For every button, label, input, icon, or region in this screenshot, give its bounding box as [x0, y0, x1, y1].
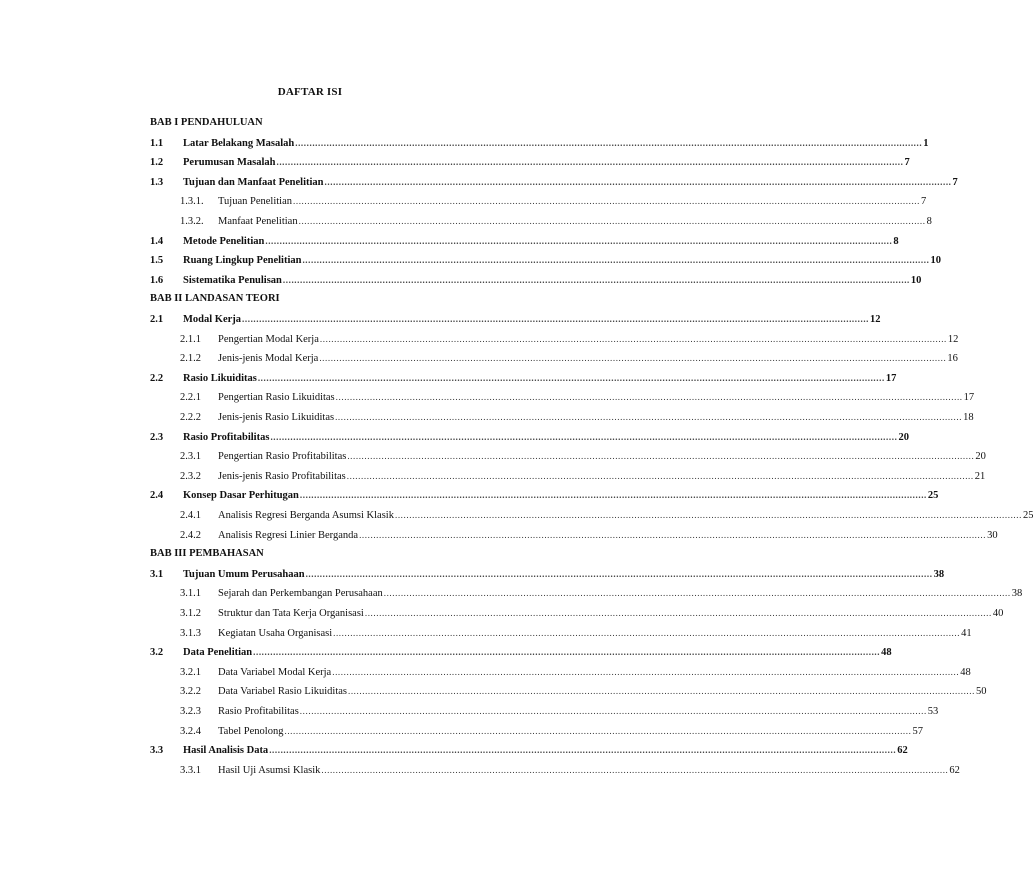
toc-entry-page: 62	[949, 764, 960, 776]
toc-chapter-heading	[150, 547, 568, 561]
toc-entry	[180, 508, 1033, 522]
toc-entry	[150, 312, 881, 326]
toc-entry	[180, 390, 975, 404]
toc-entry-number: 2.2.2	[180, 412, 201, 423]
dot-leader: ............................................................................................................................................................................................................................	[253, 647, 881, 658]
toc-entry-number: 2.1.2	[180, 353, 201, 365]
toc-entry-label: Ruang Lingkup Penelitian	[183, 255, 302, 267]
toc-entry-page: 18	[963, 412, 974, 423]
dot-leader: ............................................................................................................................................................................................................................	[269, 745, 897, 756]
toc-entry	[150, 136, 929, 150]
toc-chapter-heading	[150, 292, 568, 306]
toc-entry-number: 3.3.1	[180, 764, 201, 776]
toc-entry-page: 17	[885, 372, 897, 384]
toc-entry-number: 1.4	[150, 235, 164, 247]
toc-entry-page: 12	[947, 333, 959, 345]
toc-entry	[180, 410, 974, 424]
toc-chapter-label: BAB I PENDAHULUAN	[150, 117, 263, 128]
toc-entry-page: 50	[975, 686, 987, 698]
toc-entry-label: Struktur dan Tata Kerja Organisasi	[218, 608, 364, 619]
toc-entry-label: Jenis-jenis Rasio Profitabilitas	[218, 470, 346, 482]
dot-leader: ............................................................................................................................................................................................................................	[302, 255, 930, 266]
toc-entry-page: 7	[952, 176, 958, 188]
toc-entry-label: Manfaat Penelitian	[218, 216, 298, 227]
dot-leader: ............................................................................................................................................................................................................................	[333, 627, 961, 638]
toc-entry-number: 2.4.2	[180, 529, 201, 541]
toc-entry	[150, 371, 897, 385]
toc-entry	[180, 469, 986, 483]
page-title: DAFTAR ISI	[277, 86, 343, 98]
toc-chapter-heading	[150, 116, 568, 130]
toc-entry-number: 1.3	[150, 176, 164, 188]
toc-entry	[180, 763, 960, 777]
toc-chapter-label: BAB II LANDASAN TEORI	[150, 293, 280, 305]
dot-leader: ............................................................................................................................................................................................................................	[324, 176, 952, 187]
toc-entry-page: 48	[881, 647, 892, 659]
dot-leader: ............................................................................................................................................................................................................................	[293, 196, 920, 207]
toc-entry-page: 7	[904, 157, 910, 169]
dot-leader: ............................................................................................................................................................................................................................	[321, 764, 949, 775]
toc-entry-label: Analisis Regresi Linier Berganda	[218, 529, 359, 541]
toc-entry-page: 25	[927, 490, 939, 502]
toc-entry-label: Hasil Uji Asumsi Klasik	[218, 764, 321, 776]
dot-leader: ............................................................................................................................................................................................................................	[394, 510, 1022, 520]
toc-entry-number: 3.2	[150, 647, 164, 659]
toc-entry	[180, 528, 998, 542]
toc-entry-number: 3.3	[150, 745, 164, 757]
toc-entry-page: 20	[898, 431, 909, 443]
dot-leader: ............................................................................................................................................................................................................................	[319, 333, 947, 344]
toc-entry-page: 7	[921, 196, 927, 208]
toc-entry-page: 38	[1011, 588, 1023, 600]
toc-entry	[180, 214, 932, 228]
dot-leader: ............................................................................................................................................................................................................................	[359, 529, 987, 540]
toc-entry-number: 3.1.3	[180, 627, 201, 639]
toc-entry-page: 30	[987, 529, 998, 541]
toc-entry-label: Jenis-jenis Rasio Likuiditas	[218, 412, 335, 423]
toc-chapter-label: BAB III PEMBAHASAN	[150, 548, 264, 560]
toc-entry-number: 1.5	[150, 255, 164, 267]
dot-leader: ............................................................................................................................................................................................................................	[335, 392, 963, 403]
toc-entry	[150, 645, 892, 659]
dot-leader: ............................................................................................................................................................................................................................	[282, 274, 910, 285]
toc-entry	[180, 194, 927, 208]
toc-entry-label: Latar Belakang Masalah	[183, 137, 295, 149]
toc-entry-label: Konsep Dasar Perhitugan	[183, 490, 299, 502]
toc-entry-label: Hasil Analisis Data	[183, 745, 269, 757]
toc-entry	[180, 684, 987, 698]
toc-entry-number: 2.1	[150, 314, 164, 325]
toc-entry-number: 2.4	[150, 490, 164, 502]
toc-entry-number: 3.2.1	[180, 666, 201, 678]
toc-entry-label: Rasio Likuiditas	[183, 372, 257, 384]
toc-entry	[150, 253, 941, 267]
dot-leader: ............................................................................................................................................................................................................................	[242, 314, 870, 324]
dot-leader: ............................................................................................................................................................................................................................	[295, 137, 923, 148]
toc-entry-number: 1.6	[150, 274, 164, 286]
dot-leader: ............................................................................................................................................................................................................................	[335, 412, 963, 422]
toc-entry	[180, 704, 939, 718]
toc-entry-label: Pengertian Rasio Likuiditas	[218, 392, 335, 404]
toc-entry-page: 17	[963, 392, 975, 404]
dot-leader: ............................................................................................................................................................................................................................	[347, 451, 975, 462]
toc-entry-page: 25	[1022, 510, 1033, 521]
dot-leader: ............................................................................................................................................................................................................................	[305, 568, 933, 579]
toc-entry	[150, 488, 939, 502]
dot-leader: ............................................................................................................................................................................................................................	[346, 470, 974, 481]
toc-entry-label: Metode Penelitian	[183, 235, 265, 247]
toc-entry-page: 20	[975, 451, 986, 463]
toc-entry-number: 3.1.1	[180, 588, 201, 600]
toc-entry-number: 2.2	[150, 372, 164, 384]
toc-entry-page: 10	[930, 255, 941, 267]
toc-entry-label: Jenis-jenis Modal Kerja	[218, 353, 319, 365]
toc-entry-number: 3.1.2	[180, 608, 201, 619]
dot-leader: ............................................................................................................................................................................................................................	[364, 608, 992, 618]
toc-entry	[180, 665, 971, 679]
toc-entry-label: Sistematika Penulisan	[183, 274, 282, 286]
toc-entry	[150, 155, 910, 169]
toc-entry	[180, 586, 1023, 600]
toc-entry-label: Rasio Profitabilitas	[183, 431, 270, 443]
toc-entry-label: Rasio Profitabilitas	[218, 706, 299, 717]
toc-entry-page: 10	[910, 274, 922, 286]
toc-entry-number: 1.3.2.	[180, 216, 204, 227]
toc-entry	[180, 351, 958, 365]
toc-entry	[150, 430, 909, 444]
toc-entry-label: Data Variabel Modal Kerja	[218, 666, 332, 678]
toc-entry-label: Tujuan Penelitian	[218, 196, 292, 208]
toc-entry-number: 3.2.3	[180, 706, 201, 717]
toc-entry	[180, 606, 1004, 620]
toc-entry-page: 57	[912, 725, 923, 737]
toc-entry	[150, 273, 922, 287]
toc-entry-page: 41	[961, 627, 972, 639]
toc-entry	[150, 175, 958, 189]
dot-leader: ............................................................................................................................................................................................................................	[347, 686, 975, 697]
toc-entry	[180, 449, 986, 463]
toc-entry-number: 1.1	[150, 137, 164, 149]
toc-entry-number: 2.4.1	[180, 510, 201, 521]
toc-entry-number: 2.3	[150, 431, 164, 443]
toc-entry-page: 21	[974, 470, 986, 482]
toc-entry-page: 16	[947, 353, 958, 365]
toc-entry-number: 2.3.2	[180, 470, 201, 482]
toc-entry	[150, 567, 945, 581]
toc-entry-label: Tujuan dan Manfaat Penelitian	[183, 176, 324, 188]
toc-entry	[180, 724, 923, 738]
toc-entry-label: Kegiatan Usaha Organisasi	[218, 627, 333, 639]
toc-entry-page: 8	[893, 235, 899, 247]
toc-entry	[150, 234, 899, 248]
dot-leader: ............................................................................................................................................................................................................................	[257, 372, 885, 383]
toc-entry-number: 2.2.1	[180, 392, 201, 404]
toc-entry-number: 1.3.1.	[180, 196, 204, 208]
toc-entry	[180, 332, 959, 346]
dot-leader: ............................................................................................................................................................................................................................	[284, 725, 912, 736]
toc-entry-page: 53	[927, 706, 939, 717]
toc-entry-number: 3.1	[150, 568, 164, 580]
toc-entry-page: 1	[923, 137, 929, 149]
toc-entry-label: Perumusan Masalah	[183, 157, 276, 169]
toc-entry-label: Analisis Regresi Berganda Asumsi Klasik	[218, 510, 394, 521]
toc-entry-number: 3.2.4	[180, 725, 201, 737]
dot-leader: ............................................................................................................................................................................................................................	[332, 666, 960, 677]
toc-entry-label: Tujuan Umum Perusahaan	[183, 568, 305, 580]
toc-entry-label: Data Variabel Rasio Likuiditas	[218, 686, 347, 698]
toc-entry-number: 1.2	[150, 157, 164, 169]
dot-leader: ............................................................................................................................................................................................................................	[298, 216, 926, 226]
dot-leader: ............................................................................................................................................................................................................................	[383, 588, 1011, 599]
toc-entry-page: 62	[897, 745, 908, 757]
dot-leader: ............................................................................................................................................................................................................................	[276, 157, 904, 168]
dot-leader: ............................................................................................................................................................................................................................	[270, 431, 898, 442]
toc-entry-page: 40	[992, 608, 1004, 619]
dot-leader: ............................................................................................................................................................................................................................	[319, 353, 947, 364]
dot-leader: ............................................................................................................................................................................................................................	[265, 235, 893, 246]
dot-leader: ............................................................................................................................................................................................................................	[299, 490, 927, 501]
toc-entry-label: Modal Kerja	[183, 314, 242, 325]
toc-entry	[150, 743, 908, 757]
toc-entry-page: 12	[870, 314, 881, 325]
toc-entry-number: 3.2.2	[180, 686, 201, 698]
toc-entry-label: Data Penelitian	[183, 647, 253, 659]
toc-entry-label: Sejarah dan Perkembangan Perusahaan	[218, 588, 383, 600]
dot-leader: ............................................................................................................................................................................................................................	[299, 706, 927, 716]
toc-entry-label: Tabel Penolong	[218, 725, 284, 737]
toc-entry-page: 48	[960, 666, 971, 678]
toc-entry-page: 8	[926, 216, 932, 227]
toc-entry	[180, 626, 972, 640]
toc-entry-page: 38	[933, 568, 945, 580]
toc-entry-label: Pengertian Rasio Profitabilitas	[218, 451, 347, 463]
toc-entry-number: 2.3.1	[180, 451, 201, 463]
toc-entry-label: Pengertian Modal Kerja	[218, 333, 319, 345]
toc-entry-number: 2.1.1	[180, 333, 201, 345]
